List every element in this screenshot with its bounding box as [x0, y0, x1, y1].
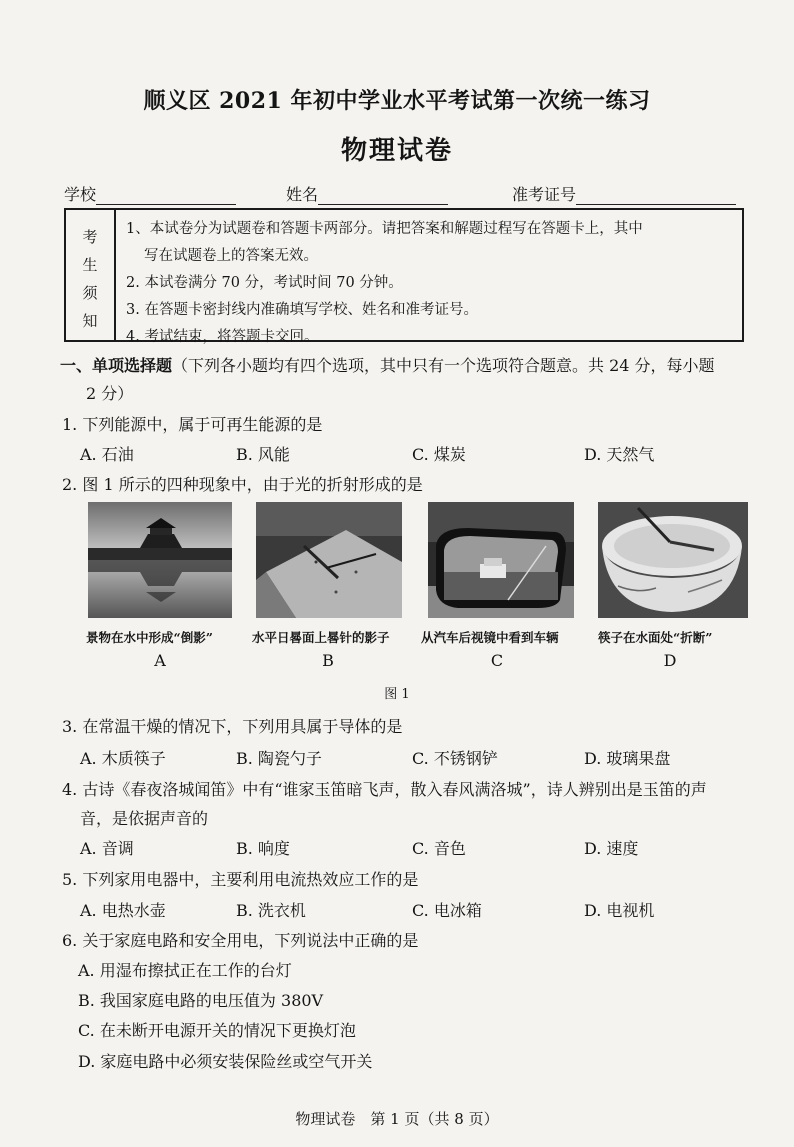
q6-option-c[interactable]: C. 在未断开电源开关的情况下更换灯泡	[78, 1021, 356, 1040]
notice-line: 4. 考试结束，将答题卡交回。	[126, 329, 319, 345]
section-desc-2: 2 分）	[86, 384, 134, 403]
caption-c: 从汽车后视镜中看到车辆	[421, 630, 559, 645]
q1-option-d[interactable]: D. 天然气	[584, 445, 655, 464]
figure-letter-a: A	[154, 651, 166, 670]
section-title: 一、单项选择题	[60, 356, 173, 375]
q1-option-c[interactable]: C. 煤炭	[412, 445, 466, 464]
notice-char: 须	[82, 284, 98, 302]
q1-option-a[interactable]: A. 石油	[80, 445, 134, 464]
q4-option-d[interactable]: D. 速度	[584, 839, 639, 858]
exam-subtitle: 物理试卷	[340, 136, 453, 166]
question-5-stem: 5. 下列家用电器中，主要利用电流热效应工作的是	[62, 870, 419, 889]
figure-letter-b: B	[322, 651, 334, 670]
notice-line: 1、本试卷分为试题卷和答题卡两部分。请把答案和解题过程写在答题卡上，其中	[126, 221, 643, 237]
figure-label: 图 1	[384, 687, 410, 702]
q3-option-c[interactable]: C. 不锈钢铲	[412, 749, 498, 768]
caption-a: 景物在水中形成“倒影”	[86, 630, 213, 645]
notice-char: 考	[82, 228, 98, 246]
question-6-stem: 6. 关于家庭电路和安全用电，下列说法中正确的是	[62, 931, 419, 950]
q5-option-a[interactable]: A. 电热水壶	[80, 901, 166, 920]
question-4-stem-cont: 音，是依据声音的	[80, 809, 209, 828]
notice-char: 生	[82, 256, 98, 274]
q5-option-c[interactable]: C. 电冰箱	[412, 901, 482, 920]
q3-option-d[interactable]: D. 玻璃果盘	[584, 749, 671, 768]
q1-option-b[interactable]: B. 风能	[236, 445, 290, 464]
notice-line: 写在试题卷上的答案无效。	[144, 248, 318, 264]
question-2-stem: 2. 图 1 所示的四种现象中，由于光的折射形成的是	[62, 475, 423, 494]
q4-option-a[interactable]: A. 音调	[80, 839, 134, 858]
q5-option-d[interactable]: D. 电视机	[584, 901, 655, 920]
q3-option-b[interactable]: B. 陶瓷勺子	[236, 749, 322, 768]
notice-char: 知	[82, 312, 98, 330]
photo-d-chopstick[interactable]	[598, 502, 748, 618]
q4-option-b[interactable]: B. 响度	[236, 839, 290, 858]
photo-c-mirror[interactable]	[428, 502, 574, 618]
id-label: 准考证号	[512, 185, 577, 204]
photo-a-reflection[interactable]	[88, 502, 232, 618]
school-label: 学校	[64, 185, 97, 204]
exam-title: 顺义区 2021 年初中学业水平考试第一次统一练习	[143, 88, 651, 114]
name-blank[interactable]	[318, 188, 448, 205]
caption-d: 筷子在水面处“折断”	[598, 630, 713, 645]
q3-option-a[interactable]: A. 木质筷子	[80, 749, 166, 768]
notice-line: 3. 在答题卡密封线内准确填写学校、姓名和准考证号。	[126, 302, 478, 318]
name-label: 姓名	[286, 185, 319, 204]
notice-lines	[126, 216, 738, 351]
q4-option-c[interactable]: C. 音色	[412, 839, 466, 858]
id-blank[interactable]	[576, 188, 736, 205]
figure-letter-c: C	[490, 651, 504, 670]
section-desc: （下列各小题均有四个选项，其中只有一个选项符合题意。共 24 分，每小题	[172, 356, 715, 375]
notice-label	[66, 210, 116, 340]
q6-option-d[interactable]: D. 家庭电路中必须安装保险丝或空气开关	[78, 1052, 373, 1071]
school-blank[interactable]	[96, 188, 236, 205]
section-heading	[60, 352, 750, 408]
page-footer: 物理试卷 第 1 页（共 8 页）	[295, 1110, 499, 1128]
q6-option-b[interactable]: B. 我国家庭电路的电压值为 380V	[78, 991, 324, 1010]
notice-box	[64, 208, 744, 345]
q5-option-b[interactable]: B. 洗衣机	[236, 901, 306, 920]
student-info-row	[64, 182, 744, 206]
q6-option-a[interactable]: A. 用湿布擦拭正在工作的台灯	[78, 961, 292, 980]
caption-b: 水平日晷面上晷针的影子	[252, 630, 390, 645]
question-1-stem: 1. 下列能源中，属于可再生能源的是	[62, 415, 323, 434]
question-3-stem: 3. 在常温干燥的情况下，下列用具属于导体的是	[62, 717, 403, 736]
notice-line: 2. 本试卷满分 70 分，考试时间 70 分钟。	[126, 275, 403, 291]
question-4-stem: 4. 古诗《春夜洛城闻笛》中有“谁家玉笛暗飞声，散入春风满洛城”，诗人辨别出是玉笛的声	[62, 780, 707, 799]
figure-letter-d: D	[663, 651, 677, 670]
photo-b-sundial[interactable]	[256, 502, 402, 618]
